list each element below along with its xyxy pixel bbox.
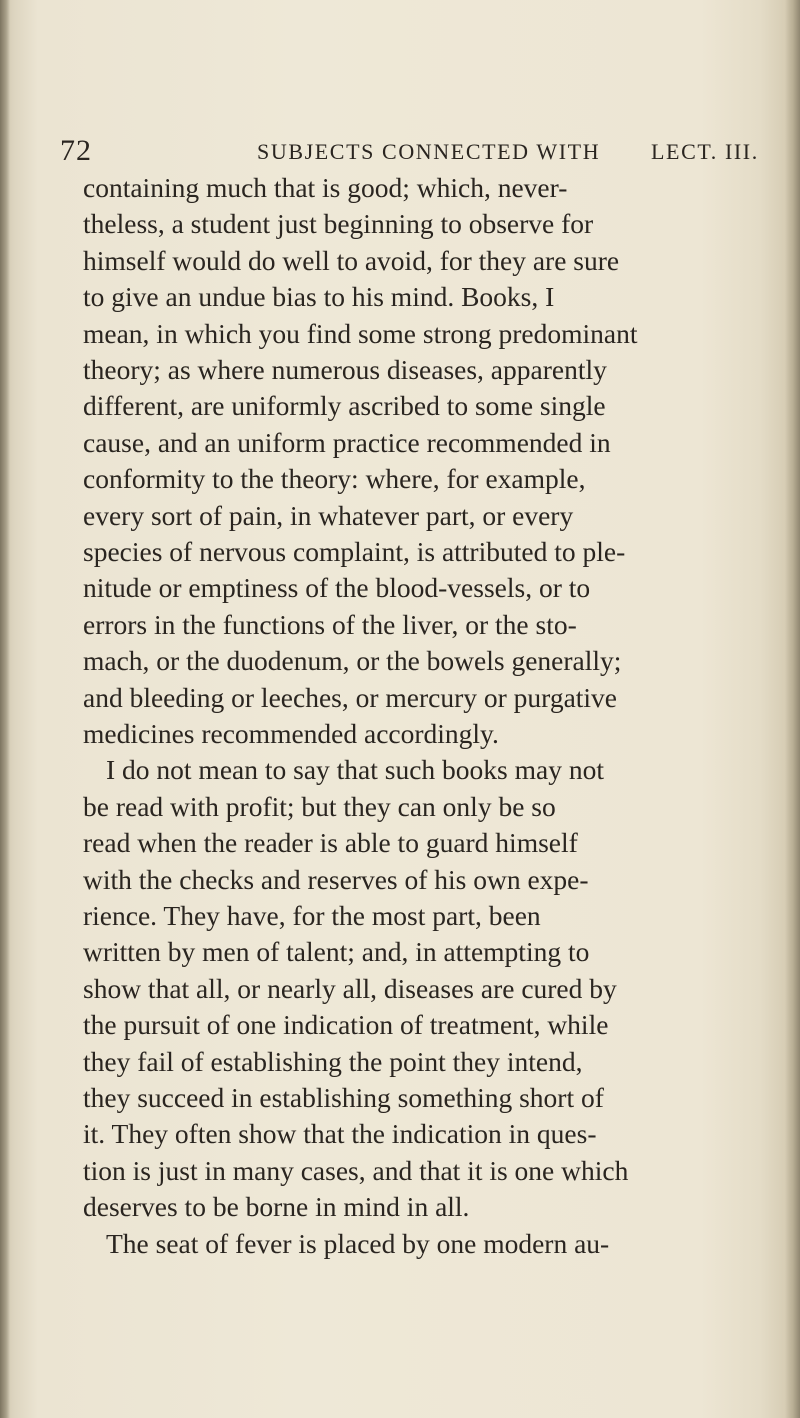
text-line: medicines recommended accordingly. — [83, 718, 499, 749]
text-line: the pursuit of one indication of treatment, while — [83, 1009, 609, 1041]
text-line: species of nervous complaint, is attributed to ple- — [83, 536, 626, 567]
text-line: with the checks and reserves of his own expe- — [83, 863, 589, 895]
text-line: theless, a student just beginning to observe for — [83, 208, 594, 240]
text-line: nitude or emptiness of the blood-vessels, or to — [83, 572, 591, 604]
text-line: to give an undue bias to his mind. Books, I — [83, 281, 555, 313]
text-line: mach, or the duodenum, or the bowels generally; — [83, 645, 622, 677]
text-line: and bleeding or leeches, or mercury or purgative — [83, 681, 618, 713]
text-line: read when the reader is able to guard himself — [83, 827, 578, 859]
text-line: theory; as where numerous diseases, apparently — [83, 354, 607, 385]
text-line: himself would do well to avoid, for they are sure — [83, 244, 620, 276]
text-line: different, are uniformly ascribed to some single — [83, 390, 606, 422]
text-line: containing much that is good; which, never- — [83, 172, 568, 203]
text-line: tion is just in many cases, and that it is one which — [83, 1154, 629, 1186]
page-number: 72 — [60, 134, 92, 167]
text-line: The seat of fever is placed by one modern au- — [106, 1227, 610, 1259]
lecture-label: LECT. III. — [651, 139, 759, 164]
page-binding-shadow — [0, 0, 10, 1418]
page-header — [60, 134, 765, 174]
text-line: written by men of talent; and, in attempting to — [83, 936, 590, 968]
text-line: mean, in which you find some strong predominant — [83, 317, 638, 349]
text-line: it. They often show that the indication in ques- — [83, 1118, 597, 1150]
text-line: be read with profit; but they can only be so — [83, 790, 556, 822]
page-edge-shadow — [785, 0, 800, 1418]
text-line: errors in the functions of the liver, or the sto- — [83, 608, 577, 640]
text-line: every sort of pain, in whatever part, or every — [83, 499, 574, 531]
text-line: show that all, or nearly all, diseases are cured by — [83, 972, 617, 1004]
text-line: cause, and an uniform practice recommended in — [83, 426, 611, 458]
running-head: SUBJECTS CONNECTED WITH — [257, 139, 601, 164]
text-line: deserves to be borne in mind in all. — [83, 1191, 470, 1223]
text-line: they succeed in establishing something short of — [83, 1082, 604, 1113]
text-line: I do not mean to say that such books may not — [106, 754, 604, 786]
text-line: rience. They have, for the most part, been — [83, 900, 541, 931]
text-line: they fail of establishing the point they intend, — [83, 1045, 583, 1077]
text-line: conformity to the theory: where, for example, — [83, 463, 586, 495]
